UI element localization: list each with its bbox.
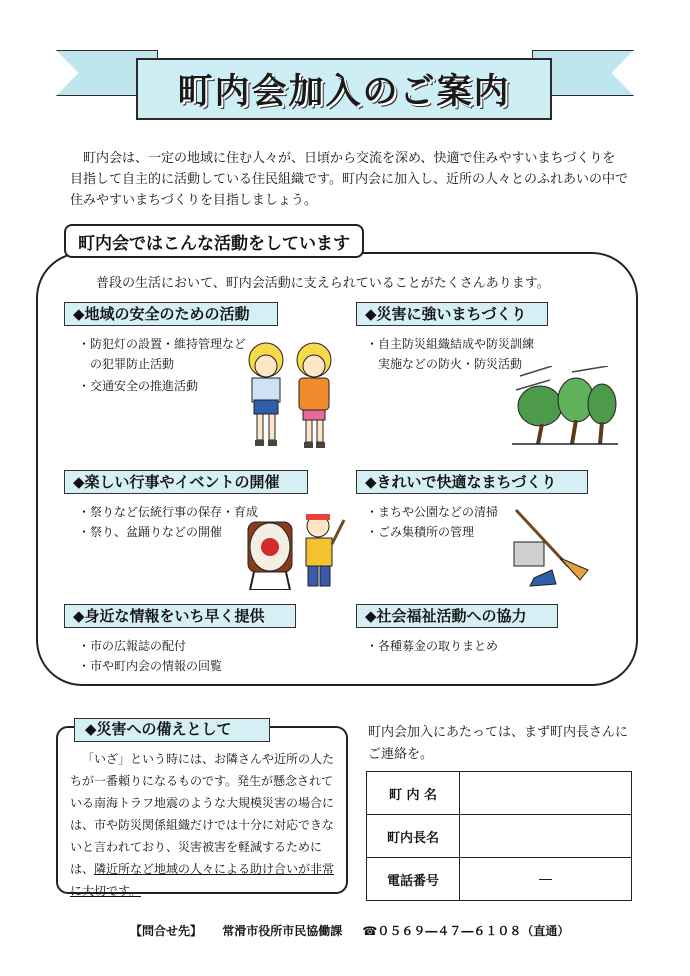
children-illustration [236,336,346,454]
town-name-field [460,772,632,815]
cleaning-tools-illustration [508,508,592,588]
table-row [367,772,632,815]
footer-phone: ☎０５６９―４７―６１０８（直通） [362,924,570,938]
footer-dept: 常滑市役所市民協働課 [222,924,343,938]
section-heading-events: ◆楽しい行事やイベントの開催 [64,470,308,494]
footer-label: 【問合せ先】 [130,924,203,938]
list-item: ・まちや公園などの清掃 [366,505,499,519]
list-item: 実施などの防火・防災活動 [366,357,523,371]
intro-paragraph: 町内会は、一定の地域に住む人々が、日頃から交流を深め、快適で住みやすいまちづくりを目指して自主的に活動している住民組織です。町内会に加入し、近所の人々とのふれあいの中で住みやすいまちづくりを目指しましょう。 [70,151,628,208]
section-heading-info: ◆身近な情報をいち早く提供 [64,604,296,628]
chief-name-field [460,815,632,858]
page-title: 町内会加入のご案内 [136,58,552,120]
disaster-text-emphasis: 隣近所など地域の人々による助け合いが非常に大切です。 [70,862,335,898]
table-row [367,815,632,858]
contact-note: 町内会加入にあたっては、まず町内長さんにご連絡を。 [368,725,629,762]
row-label: 電話番号 [367,858,460,901]
list-item: ・自主防災組織結成や防災訓練 [366,337,535,351]
section-heading-disaster: ◆災害に強いまちづくり [356,302,548,326]
activities-tab: 町内会ではこんな活動をしています [64,224,364,258]
trees-in-storm-illustration [512,366,618,446]
list-item: ・市や町内会の情報の回覧 [78,659,223,673]
list-item: ・祭り、盆踊りなどの開催 [78,525,223,539]
row-label: 町 内 名 [367,772,460,815]
row-label: 町内長名 [367,815,460,858]
phone-field: ― [460,858,632,901]
list-item: の犯罪防止活動 [78,357,175,371]
list-item: ・各種募金の取りまとめ [366,639,499,653]
disaster-text [70,748,342,902]
disaster-text-main: 「いざ」という時には、お隣さんや近所の人たちが一番頼りになるものです。発生が懸念されている南海トラフ地震のような大規模災害の場合には、市や防災関係組織だけでは十分に対応できないと言われており、災害被害を軽減するためには、 [70,752,335,876]
list-item: ・防犯灯の設置・維持管理など [78,337,247,351]
disaster-heading: ◆災害への備えとして [74,718,270,742]
section-heading-safety: ◆地域の安全のための活動 [64,302,278,326]
list-item: ・市の広報誌の配付 [78,639,187,653]
footer [130,922,585,939]
list-item: ・ごみ集積所の管理 [366,525,475,539]
section-heading-welfare: ◆社会福祉活動への協力 [356,604,558,628]
section-heading-clean: ◆きれいで快適なまちづくり [356,470,588,494]
list-item: ・交通安全の推進活動 [78,379,199,393]
table-row [367,858,632,901]
contact-table [366,771,632,901]
activities-subtitle: 普段の生活において、町内会活動に支えられていることがたくさんあります。 [96,276,550,291]
list-item: ・祭りなど伝統行事の保存・育成 [78,505,259,519]
taiko-drum-illustration [244,510,348,590]
